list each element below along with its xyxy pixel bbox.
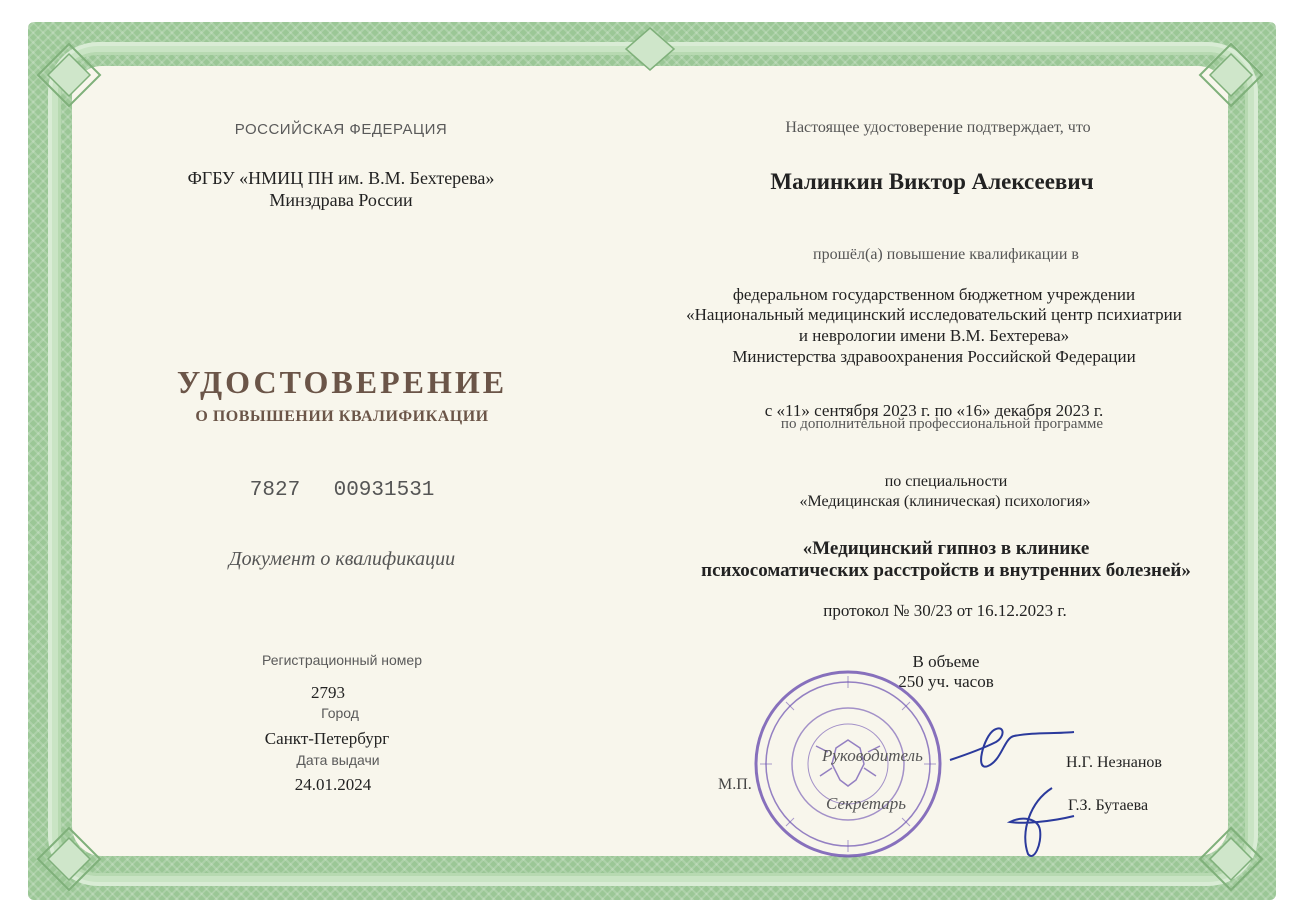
document-series: 7827	[249, 479, 301, 502]
head-name: Н.Г. Незнанов	[1066, 754, 1162, 771]
registration-label: Регистрационный номер	[262, 652, 422, 668]
document-type: Документ о квалификации	[228, 548, 456, 570]
city-label: Город	[321, 705, 359, 721]
completion-text: прошёл(а) повышение квалификации в	[813, 246, 1079, 263]
institution-line1: федеральном государственном бюджетном учреждении	[732, 285, 1136, 304]
program-type: по дополнительной профессиональной программе	[780, 416, 1104, 432]
corner-ornament-icon	[1196, 40, 1266, 110]
stamp-mark: М.П.	[718, 776, 752, 793]
holder-full-name: Малинкин Виктор Алексеевич	[770, 169, 1094, 194]
institution-line4: Министерства здравоохранения Российской Федерации	[732, 347, 1136, 366]
head-label: Руководитель	[822, 746, 923, 765]
protocol: протокол № 30/23 от 16.12.2023 г.	[823, 601, 1067, 620]
city-name: Санкт-Петербург	[264, 729, 390, 748]
specialty-name: «Медицинская (клиническая) психология»	[799, 493, 1091, 510]
volume-hours: 250 уч. часов	[898, 672, 994, 691]
issuer-org-line2: Минздрава России	[269, 190, 413, 210]
secretary-name: Г.З. Бутаева	[1068, 797, 1149, 814]
program-title-line2: психосоматических расстройств и внутренних болезней»	[701, 560, 1191, 581]
issue-date-label: Дата выдачи	[296, 752, 380, 768]
corner-ornament-icon	[34, 824, 104, 894]
document-subtitle: О ПОВЫШЕНИИ КВАЛИФИКАЦИИ	[195, 408, 489, 425]
top-center-ornament-icon	[620, 24, 680, 74]
issuer-org-line1: ФГБУ «НМИЦ ПН им. В.М. Бехтерева»	[187, 168, 495, 188]
issue-date: 24.01.2024	[294, 775, 372, 794]
training-period: с «11» сентября 2023 г. по «16» декабря 2023 г.	[764, 401, 1104, 420]
specialty-label: по специальности	[884, 473, 1008, 490]
document-title: УДОСТОВЕРЕНИЕ	[176, 364, 508, 400]
intro-text: Настоящее удостоверение подтверждает, что	[785, 119, 1091, 136]
secretary-label: Секретарь	[826, 794, 906, 813]
volume-label: В объеме	[912, 652, 980, 671]
secretary-signature-icon	[1000, 782, 1080, 864]
institution-line2: «Национальный медицинский исследовательский центр психиатрии	[686, 305, 1182, 324]
registration-number: 2793	[311, 683, 345, 702]
corner-ornament-icon	[1196, 824, 1266, 894]
program-title-line1: «Медицинский гипноз в клинике	[802, 538, 1090, 559]
corner-ornament-icon	[34, 40, 104, 110]
head-signature-icon	[944, 714, 1080, 782]
country-name: РОССИЙСКАЯ ФЕДЕРАЦИЯ	[234, 121, 448, 138]
document-number: 00931531	[333, 479, 435, 502]
institution-line3: и неврологии имени В.М. Бехтерева»	[798, 326, 1070, 345]
